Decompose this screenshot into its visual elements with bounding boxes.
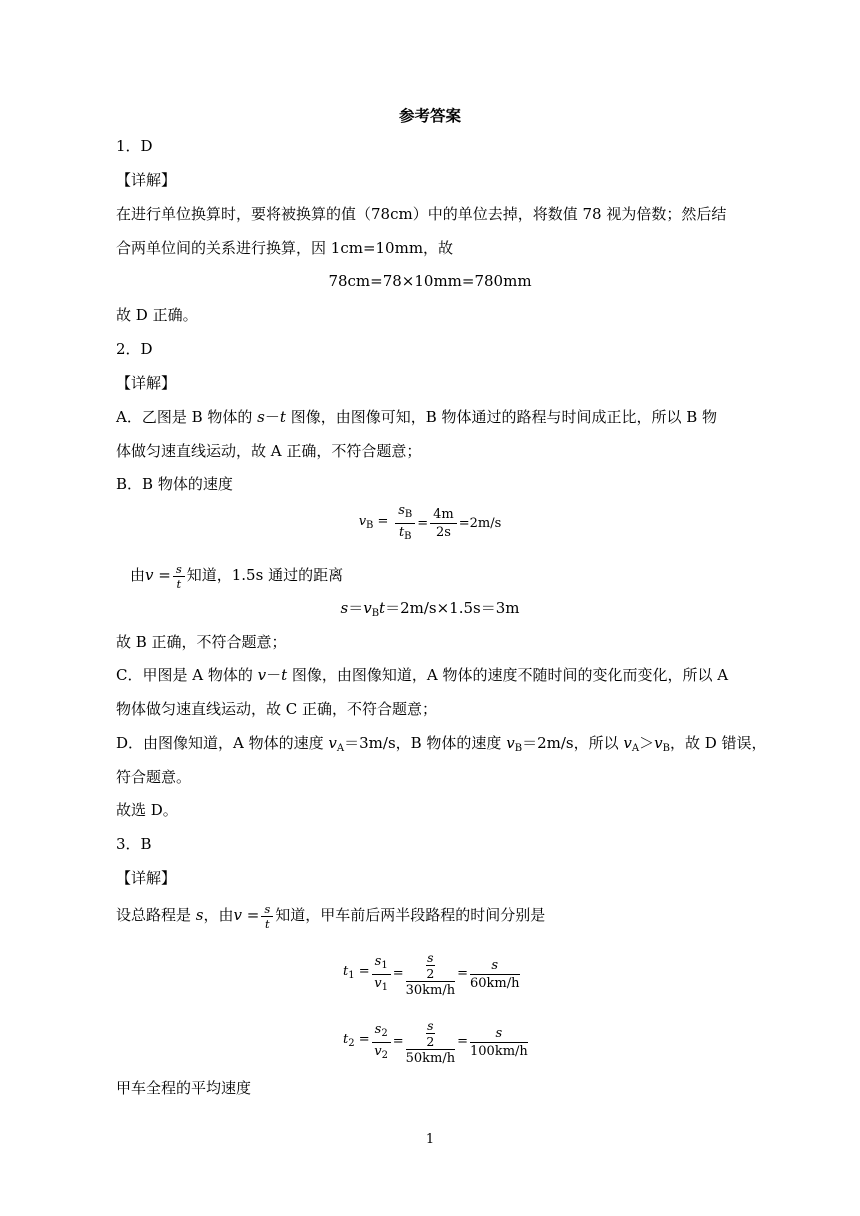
q2-option-a-line2: 体做匀速直线运动，故 A 正确，不符合题意； — [116, 442, 422, 460]
q2-option-c-line1: C．甲图是 A 物体的 v－t 图像，由图像知道，A 物体的速度不随时间的变化而变化，所以 A — [116, 666, 729, 684]
q2-choice: 故选 D。 — [116, 801, 178, 819]
q3-number: 3．B — [116, 835, 152, 853]
q1-paragraph-line1: 在进行单位换算时，要将被换算的值（78cm）中的单位去掉，将数值 78 视为倍数；然后结 — [116, 205, 727, 223]
q2-option-b-line1: B．B 物体的速度 — [116, 475, 233, 493]
q2-distance-formula: $s=v_Bt=2m/s\times 1.5s=3m$ — [340, 599, 520, 619]
q2-vb-formula: $v_B$ = $\frac{s_B}{t_B}$ = $\frac{4m}{2s}$ =2m/s — [358, 503, 502, 542]
q3-paragraph: 设总路程是 s，由v = $\frac{s}{t}$ 知道，甲车前后两半段路程的时间分别是 — [116, 901, 546, 931]
q3-t1-formula: $t_1$ = $\frac{s_1}{v_1}$ = s 2 30km/h = $\frac{s}{60km/h}$ — [343, 949, 520, 998]
q3-average-speed-label: 甲车全程的平均速度 — [116, 1079, 252, 1097]
q1-detail-heading: 【详解】 — [116, 171, 177, 189]
q2-option-d-line1: D．由图像知道，A 物体的速度 $v_A=3m/s$，B 物体的速度 $v_B=2m/s$，所以 $v_A>v_B$，故 D 错误， — [116, 734, 767, 754]
page-number: 1 — [425, 1132, 435, 1147]
q1-formula: 78cm=78×10mm=780mm — [328, 272, 532, 290]
q2-detail-heading: 【详解】 — [116, 374, 177, 392]
q2-number: 2．D — [116, 340, 153, 358]
q2-option-d-line2: 符合题意。 — [116, 768, 192, 786]
q3-detail-heading: 【详解】 — [116, 869, 177, 887]
q2-option-b-conclusion: 故 B 正确，不符合题意； — [116, 633, 287, 651]
q3-t2-formula: $t_2$ = $\frac{s_2}{v_2}$ = s 2 50km/h = $\frac{s}{100km/h}$ — [343, 1017, 528, 1066]
q2-option-a-line1: A．乙图是 B 物体的 s－t 图像，由图像可知，B 物体通过的路程与时间成正比，所以 B 物 — [116, 408, 718, 426]
q2-option-b-line2: 由v = $\frac{s}{t}$ 知道，1.5s 通过的距离 — [130, 561, 344, 591]
q1-number: 1．D — [116, 137, 153, 155]
q2-option-c-line2: 物体做匀速直线运动，故 C 正确，不符合题意； — [116, 700, 438, 718]
page-title: 参考答案 — [398, 106, 461, 125]
q1-paragraph-line2: 合两单位间的关系进行换算，因 1cm=10mm，故 — [116, 239, 454, 257]
q1-conclusion: 故 D 正确。 — [116, 306, 198, 324]
